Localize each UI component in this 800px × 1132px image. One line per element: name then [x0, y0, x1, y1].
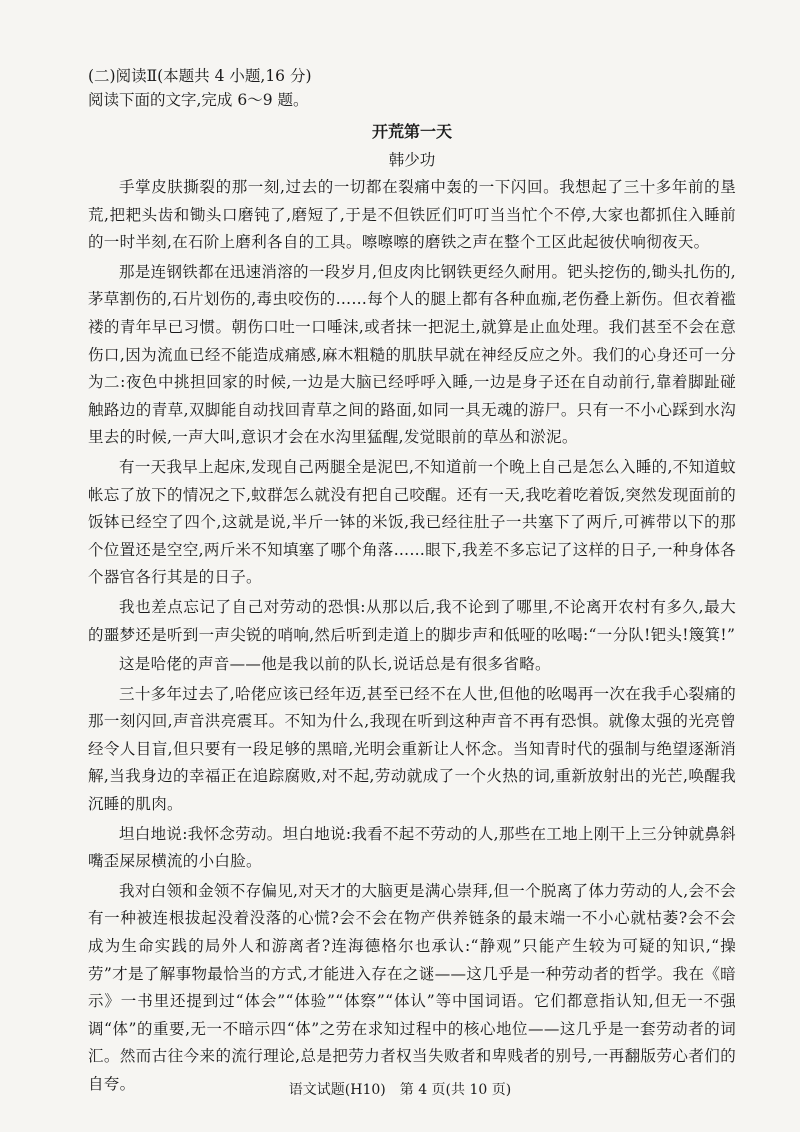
paragraph: 那是连钢铁都在迅速消溶的一段岁月,但皮肉比钢铁更经久耐用。钯头挖伤的,锄头扎伤的,茅草割伤的,石片划伤的,毒虫咬伤的……每个人的腿上都有各种血痂,老伤叠上新伤。但衣着褴褛的青年早已习惯。朝伤口吐一口唾沫,或者抹一把泥土,就算是止血处理。我们甚至不会在意伤口,因为流血已经不能造成痛感,麻木粗糙的肌肤早就在神经反应之外。我们的心身还可一分为二:夜色中挑担回家的时候,一边是大脑已经呼呼入睡,一边是身子还在自动前行,靠着脚趾碰触路边的青草,双脚能自动找回青草之间的路面,如同一具无魂的游尸。只有一不小心踩到水沟里去的时候,一声大叫,意识才会在水沟里猛醒,发觉眼前的草丛和淤泥。	[88, 262, 736, 447]
paragraph: 我对白领和金领不存偏见,对天才的大脑更是满心崇拜,但一个脱离了体力劳动的人,会不会有一种被连根拔起没着没落的心慌?会不会在物产供养链条的最末端一不小心就枯萎?会不会成为生命实践的局外人和游离者?连海德格尔也承认:“静观”只能产生较为可疑的知识,“操劳”才是了解事物最恰当的方式,才能进入存在之谜——这几乎是一种劳动者的哲学。我在《暗示》一书里还提到过“体会”“体验”“体察”“体认”等中国词语。它们都意指认知,但无一不强调“体”的重要,无一不暗示四“体”之劳在求知过程中的核心地位——这几乎是一套劳动者的词汇。然而古往今来的流行理论,总是把劳力者权当失败者和卑贱者的别号,一再翻版劳心者们的自夸。	[88, 881, 736, 1093]
section-header: (二)阅读Ⅱ(本题共 4 小题,16 分)	[88, 67, 312, 85]
paragraph: 有一天我早上起床,发现自己两腿全是泥巴,不知道前一个晚上自己是怎么入睡的,不知道蚊帐忘了放下的情况之下,蚊群怎么就没有把自己咬醒。还有一天,我吃着吃着饭,突然发现面前的饭钵已经空了四个,这就是说,半斤一钵的米饭,我已经往肚子一共塞下了两斤,可裤带以下的那个位置还是空空,两斤米不知填塞了哪个角落……眼下,我差不多忘记了这样的日子,一种身体各个器官各行其是的日子。	[88, 457, 736, 587]
paragraph: 手掌皮肤撕裂的那一刻,过去的一切都在裂痛中轰的一下闪回。我想起了三十多年前的垦荒,把耙头齿和锄头口磨钝了,磨短了,于是不但铁匠们叮叮当当忙个不停,大家也都抓住入睡前的一时半刻,在石阶上磨利各自的工具。嚓嚓嚓的磨铁之声在整个工区此起彼伏响彻夜天。	[88, 178, 736, 252]
article-body	[88, 174, 736, 1099]
page-footer: 语文试题(H10) 第 4 页(共 10 页)	[288, 1082, 512, 1098]
paragraph: 坦白地说:我怀念劳动。坦白地说:我看不起不劳动的人,那些在工地上刚干上三分钟就鼻斜嘴歪屎尿横流的小白脸。	[88, 824, 736, 871]
article-title: 开荒第一天	[371, 122, 452, 141]
article-author: 韩少功	[388, 151, 436, 169]
reading-instruction: 阅读下面的文字,完成 6～9 题。	[88, 91, 309, 109]
paragraph: 三十多年过去了,哈佬应该已经年迈,甚至已经不在人世,但他的吆喝再一次在我手心裂痛的那一刻闪回,声音洪亮震耳。不知为什么,我现在听到这种声音不再有恐惧。就像太强的光亮曾经令人目盲,但只要有一段足够的黑暗,光明会重新让人怀念。当知青时代的强制与绝望逐渐消解,当我身边的幸福正在追踪腐败,对不起,劳动就成了一个火热的词,重新放射出的光芒,唤醒我沉睡的肌肉。	[88, 684, 736, 814]
paragraph: 我也差点忘记了自己对劳动的恐惧:从那以后,我不论到了哪里,不论离开农村有多久,最大的噩梦还是听到一声尖锐的哨响,然后听到走道上的脚步声和低哑的吆喝:“一分队!钯头!篾箕!”	[88, 597, 736, 644]
paragraph: 这是哈佬的声音——他是我以前的队长,说话总是有很多省略。	[119, 655, 551, 674]
